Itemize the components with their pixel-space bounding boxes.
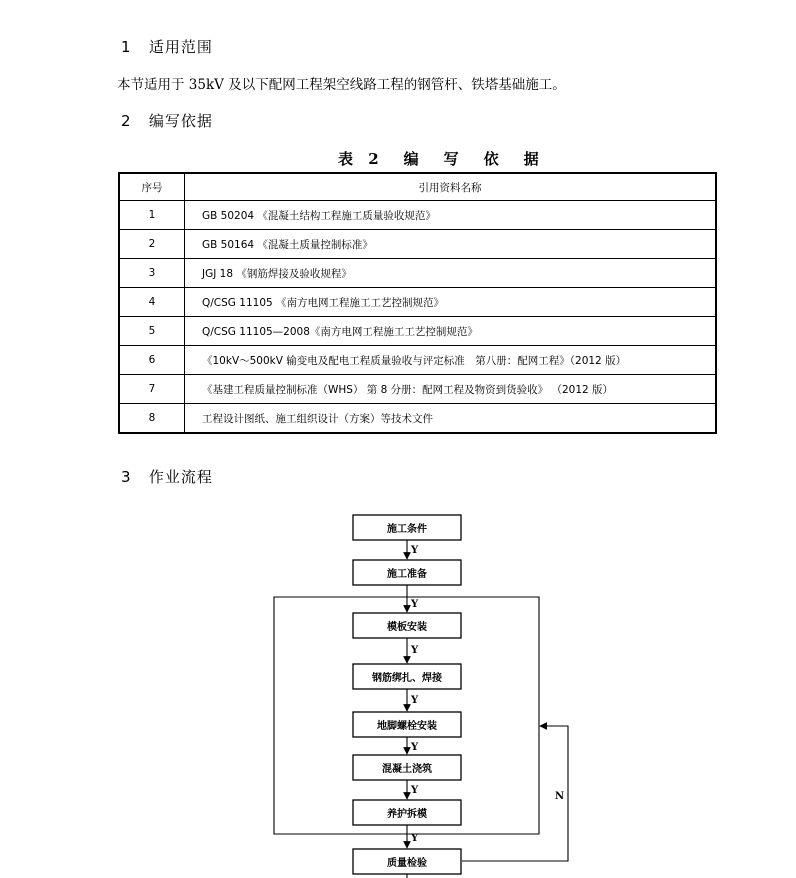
row-reference: JGJ 18 《钢筋焊接及验收规程》 xyxy=(185,259,717,288)
row-number: 3 xyxy=(119,259,185,288)
row-number: 2 xyxy=(119,230,185,259)
table-caption: 表 2 编 写 依 据 xyxy=(338,150,544,168)
flow-yes-label: Y xyxy=(411,833,419,844)
flow-step-preparation xyxy=(353,560,461,585)
section-1-number: 1 xyxy=(121,38,132,56)
row-number: 4 xyxy=(119,288,185,317)
row-reference: GB 50164 《混凝土质量控制标准》 xyxy=(185,230,717,259)
svg-text:地脚螺栓安装: 地脚螺栓安装 xyxy=(377,721,437,732)
row-reference: 工程设计图纸、施工组织设计（方案）等技术文件 xyxy=(185,404,717,434)
flow-step-construction-conditions xyxy=(353,515,461,540)
svg-text:混凝土浇筑: 混凝土浇筑 xyxy=(382,764,432,775)
flow-step-quality-check xyxy=(353,849,461,874)
row-number: 1 xyxy=(119,201,185,230)
section-1-title: 适用范围 xyxy=(148,38,213,56)
svg-text:施工准备: 施工准备 xyxy=(387,569,427,580)
svg-text:质量检验: 质量检验 xyxy=(387,858,427,869)
section-3-title: 作业流程 xyxy=(148,468,213,486)
svg-text:施工条件: 施工条件 xyxy=(387,524,427,535)
flow-no-label: N xyxy=(555,791,565,802)
svg-text:养护拆模: 养护拆模 xyxy=(387,809,427,820)
row-reference: 《基建工程质量控制标准（WHS） 第 8 分册：配网工程及物资到货验收》 （2012 版） xyxy=(185,375,717,404)
row-number: 6 xyxy=(119,346,185,375)
row-reference: 《10kV～500kV 输变电及配电工程质量验收与评定标准 第八册：配网工程》（2012 版） xyxy=(185,346,717,375)
flow-step-anchor-bolts xyxy=(353,712,461,737)
header-number: 序号 xyxy=(119,173,185,201)
svg-text:钢筋绑扎、焊接: 钢筋绑扎、焊接 xyxy=(372,673,442,684)
row-reference: GB 50204 《混凝土结构工程施工质量验收规范》 xyxy=(185,201,717,230)
row-number: 8 xyxy=(119,404,185,434)
flow-yes-label: Y xyxy=(411,599,419,610)
flow-yes-label: Y xyxy=(411,785,419,796)
section-1-text: 本节适用于 35kV 及以下配网工程架空线路工程的钢管杆、铁塔基础施工。 xyxy=(117,77,566,93)
row-number: 7 xyxy=(119,375,185,404)
section-2-title: 编写依据 xyxy=(148,112,213,130)
row-reference: Q/CSG 11105 《南方电网工程施工工艺控制规范》 xyxy=(185,288,717,317)
flow-feedback-line xyxy=(462,726,568,861)
flow-step-concrete-pouring xyxy=(353,755,461,780)
flow-yes-label: Y xyxy=(411,645,419,656)
flow-step-formwork xyxy=(353,613,461,638)
flow-yes-label: Y xyxy=(411,742,419,753)
flow-yes-label: Y xyxy=(411,695,419,706)
flow-yes-label: Y xyxy=(411,545,419,556)
section-2-number: 2 xyxy=(121,112,132,130)
flow-step-rebar xyxy=(353,664,461,689)
row-number: 5 xyxy=(119,317,185,346)
svg-text:模板安装: 模板安装 xyxy=(387,622,427,633)
section-3-number: 3 xyxy=(121,468,132,486)
header-name: 引用资料名称 xyxy=(185,173,717,201)
row-reference: Q/CSG 11105—2008《南方电网工程施工工艺控制规范》 xyxy=(185,317,717,346)
flow-step-curing xyxy=(353,800,461,825)
